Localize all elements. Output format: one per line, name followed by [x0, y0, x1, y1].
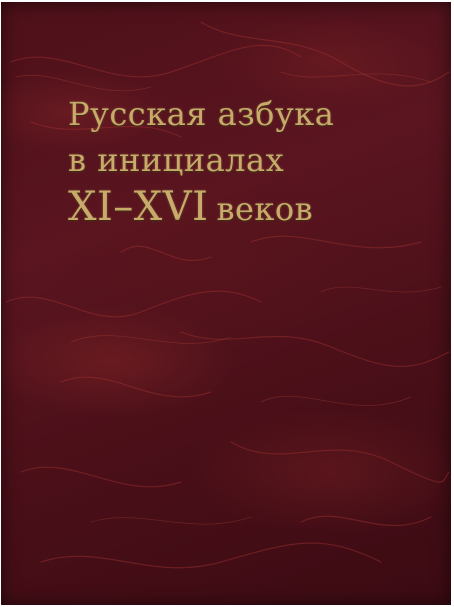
- texture-vein: [321, 287, 441, 292]
- texture-vein: [16, 75, 151, 91]
- texture-vein: [6, 291, 261, 317]
- texture-vein: [301, 516, 431, 525]
- title-line-1: Русская азбука: [68, 95, 335, 133]
- texture-vein: [61, 377, 211, 397]
- title-line-3: [68, 184, 313, 230]
- texture-vein: [231, 442, 449, 482]
- texture-vein: [21, 467, 181, 487]
- texture-vein: [251, 236, 421, 248]
- title-centuries-word: веков: [216, 190, 314, 228]
- texture-vein: [121, 246, 211, 260]
- texture-vein: [11, 45, 301, 76]
- texture-vein: [91, 517, 251, 524]
- book-cover: [1, 2, 451, 605]
- title-line-2: в инициалах: [68, 141, 285, 179]
- title-century-numerals: XI–XVI: [68, 184, 209, 230]
- texture-vein: [261, 396, 411, 405]
- texture-vein: [71, 336, 231, 344]
- texture-vein: [41, 543, 381, 568]
- texture-vein: [281, 72, 431, 82]
- texture-vein: [181, 332, 449, 366]
- marbled-texture: [1, 2, 451, 605]
